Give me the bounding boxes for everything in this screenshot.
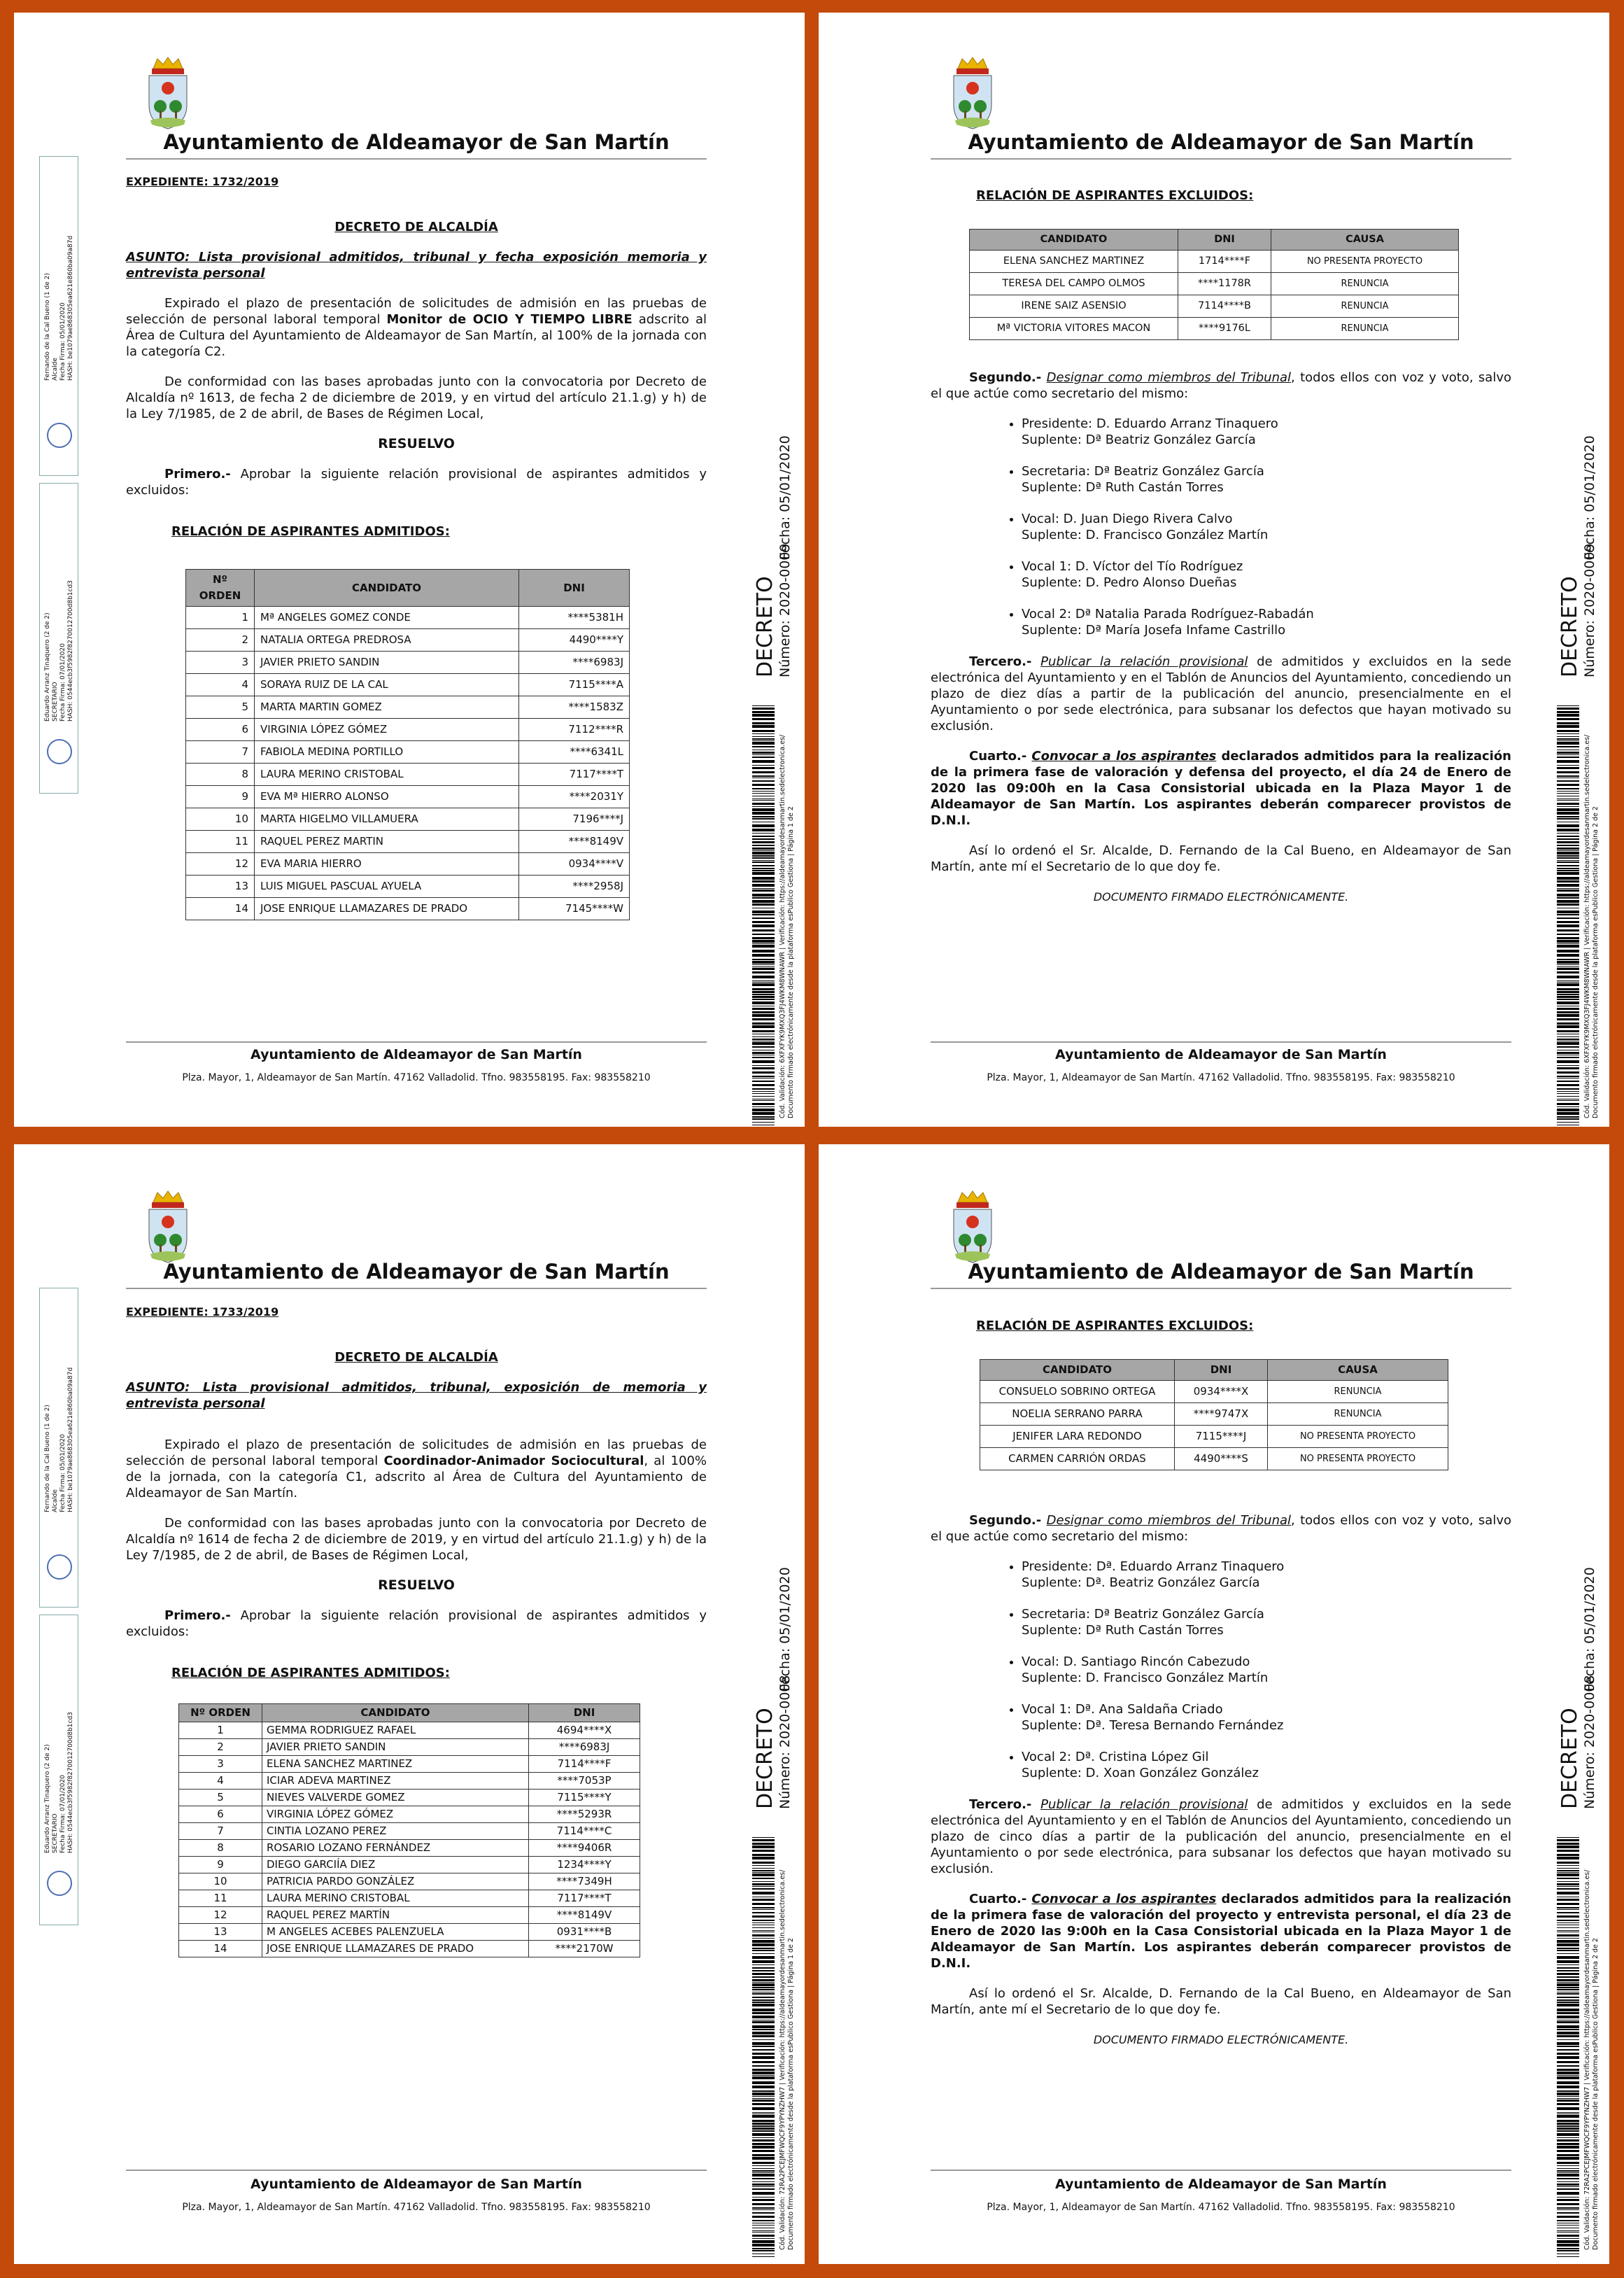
row-candidato: NOELIA SERRANO PARRA	[980, 1403, 1175, 1426]
table-row	[179, 1924, 640, 1941]
stamp-numero: Número: 2020-0008	[1582, 1675, 1597, 1809]
resuelvo-heading: RESUELVO	[378, 1577, 455, 1593]
footer-address: Plza. Mayor, 1, Aldeamayor de San Martín. 47162 Valladolid. Tfno. 983558195. Fax: 983558210	[987, 1072, 1455, 1083]
row-dni: 7114****B	[1178, 295, 1271, 318]
paragraph-conformidad: De conformidad con las bases aprobadas junto con la convocatoria por Decreto de Alcaldía nº 1614 de fecha 2 de diciembre de 2019, y en virtud del artículo 21.1.g) y h) de la Ley 7/1985, de 2 de abril, de Bases de Régimen Local,	[126, 1516, 707, 1563]
table-row	[179, 1739, 640, 1756]
row-orden: 8	[179, 1840, 262, 1857]
row-orden: 2	[186, 629, 255, 652]
table-row	[186, 808, 630, 831]
municipality-title: Ayuntamiento de Aldeamayor de San Martín	[968, 130, 1474, 154]
table-row	[970, 295, 1459, 318]
tribunal-member: • Vocal: D. Juan Diego Rivera Calvo Suplente: D. Francisco González Martín	[1022, 511, 1511, 543]
row-dni: ****7053P	[529, 1773, 640, 1790]
row-orden: 9	[179, 1857, 262, 1873]
paragraph-primero: Primero.- Aprobar la siguiente relación provisional de aspirantes admitidos y excluidos:	[126, 1608, 707, 1639]
row-candidato: SORAYA RUIZ DE LA CAL	[255, 674, 519, 696]
table-row	[179, 1823, 640, 1840]
coat-of-arms-icon	[143, 1190, 192, 1265]
footer-divider	[126, 1041, 707, 1043]
decree-body	[931, 188, 1511, 919]
municipality-title: Ayuntamiento de Aldeamayor de San Martín	[163, 130, 670, 154]
row-dni: ****6341L	[519, 741, 630, 764]
admitidos-rows	[186, 607, 630, 920]
tribunal-list	[931, 1559, 1511, 1781]
table-row	[179, 1907, 640, 1924]
table-row	[970, 251, 1459, 273]
seal-icon	[47, 1871, 72, 1896]
signature-box-2	[39, 483, 78, 794]
resuelvo-heading: RESUELVO	[378, 436, 455, 451]
barcode-icon	[1557, 1837, 1579, 2257]
admitidos-heading: RELACIÓN DE ASPIRANTES ADMITIDOS:	[171, 1666, 450, 1680]
row-candidato: CINTIA LOZANO PEREZ	[262, 1823, 529, 1840]
col-orden: Nº ORDEN	[179, 1704, 262, 1722]
table-row	[980, 1426, 1448, 1448]
tribunal-member: • Vocal 1: D. Víctor del Tío Rodríguez Suplente: D. Pedro Alonso Dueñas	[1022, 558, 1511, 591]
excluidos-rows	[980, 1381, 1448, 1470]
row-candidato: JAVIER PRIETO SANDIN	[255, 652, 519, 674]
row-dni: ****1583Z	[519, 696, 630, 719]
seal-icon	[47, 423, 72, 448]
stamp-fecha: Fecha: 05/01/2020	[777, 1567, 793, 1692]
row-dni: ****5381H	[519, 607, 630, 629]
row-dni: 7114****F	[529, 1756, 640, 1773]
row-dni: ****9176L	[1178, 318, 1271, 340]
row-dni: 7114****C	[529, 1823, 640, 1840]
row-candidato: CONSUELO SOBRINO ORTEGA	[980, 1381, 1175, 1403]
table-row	[186, 741, 630, 764]
row-dni: 0931****B	[529, 1924, 640, 1941]
decree-heading: DECRETO DE ALCALDÍA	[334, 220, 498, 234]
tribunal-member: • Vocal 2: Dª. Cristina López Gil Suplente: D. Xoan González González	[1022, 1749, 1511, 1781]
row-orden: 11	[179, 1890, 262, 1907]
row-orden: 1	[179, 1722, 262, 1739]
row-candidato: VIRGINIA LÓPEZ GÓMEZ	[262, 1806, 529, 1823]
row-dni: 7145****W	[519, 898, 630, 920]
row-orden: 5	[179, 1790, 262, 1806]
row-candidato: MARTA MARTIN GOMEZ	[255, 696, 519, 719]
paragraph-expirado: Expirado el plazo de presentación de solicitudes de admisión en las pruebas de selección de personal laboral temporal Monitor de OCIO Y TIEMPO LIBRE adscrito al Área de Cultura del Ayuntamiento de Aldeamayor de San Martín, al 100% de la jornada con la categoría C2.	[126, 296, 707, 359]
row-orden: 3	[179, 1756, 262, 1773]
coat-of-arms-icon	[143, 56, 192, 132]
col-dni: DNI	[529, 1704, 640, 1722]
row-candidato: VIRGINIA LÓPEZ GÓMEZ	[255, 719, 519, 741]
row-causa: NO PRESENTA PROYECTO	[1271, 251, 1459, 273]
stamp-validation: Cód. Validación: 72RA2PCEJMFWQCF9YPYNZHW7 | Verificación: https://aldeamayordesanmartin.sedelectronica.es/ Documento firmado electrónicamente desde la plataforma esPublico Gestiona | Página 2 de 2	[1583, 1869, 1600, 2250]
table-row	[179, 1873, 640, 1890]
row-causa: RENUNCIA	[1271, 295, 1459, 318]
row-orden: 7	[186, 741, 255, 764]
col-candidato: CANDIDATO	[980, 1360, 1175, 1381]
table-row	[186, 607, 630, 629]
table-row	[179, 1806, 640, 1823]
signature-text-2: Eduardo Arranz Tinaquero (2 de 2) SECRETARIO Fecha Firma: 07/01/2020 HASH: 0544ecb3f5982f8270012700d8b1cd3	[44, 580, 74, 722]
row-orden: 10	[179, 1873, 262, 1890]
table-row	[186, 696, 630, 719]
coat-of-arms-icon	[948, 56, 997, 132]
row-dni: 4490****S	[1175, 1448, 1268, 1470]
row-causa: RENUNCIA	[1271, 273, 1459, 295]
row-orden: 7	[179, 1823, 262, 1840]
row-candidato: RAQUEL PEREZ MARTÍN	[262, 1907, 529, 1924]
row-dni: ****9406R	[529, 1840, 640, 1857]
row-candidato: IRENE SAIZ ASENSIO	[970, 295, 1178, 318]
signature-box-1	[39, 156, 78, 476]
admitidos-rows	[179, 1722, 640, 1957]
col-causa: CAUSA	[1268, 1360, 1448, 1381]
row-candidato: NIEVES VALVERDE GOMEZ	[262, 1790, 529, 1806]
row-orden: 14	[179, 1941, 262, 1957]
row-dni: 0934****X	[1175, 1381, 1268, 1403]
row-causa: NO PRESENTA PROYECTO	[1268, 1448, 1448, 1470]
table-row	[970, 318, 1459, 340]
page-3	[14, 1144, 805, 2264]
row-dni: 7115****A	[519, 674, 630, 696]
row-candidato: EVA MARIA HIERRO	[255, 853, 519, 876]
barcode-icon	[752, 1837, 775, 2257]
footer-divider	[931, 1041, 1511, 1043]
row-orden: 6	[186, 719, 255, 741]
table-row	[186, 764, 630, 786]
table-row	[970, 273, 1459, 295]
table-row	[186, 898, 630, 920]
row-candidato: ELENA SANCHEZ MARTINEZ	[970, 251, 1178, 273]
row-candidato: CARMEN CARRIÓN ORDAS	[980, 1448, 1175, 1470]
tribunal-member: • Secretaria: Dª Beatriz González García Suplente: Dª Ruth Castán Torres	[1022, 1606, 1511, 1638]
signed-note: DOCUMENTO FIRMADO ELECTRÓNICAMENTE.	[1093, 2033, 1349, 2046]
row-candidato: M ANGELES ACEBES PALENZUELA	[262, 1924, 529, 1941]
stamp-numero: Número: 2020-0009	[1582, 543, 1597, 677]
header-divider	[126, 1288, 707, 1289]
paragraph-tercero: Tercero.- Publicar la relación provisional de admitidos y excluidos en la sede electrónica del Ayuntamiento y en el Tablón de Anuncios del Ayuntamiento, concediendo un plazo de cinco días a partir de la publicación del anuncio, presencialmente en el Ayuntamiento o por sede electrónica, para subsanar los defectos que hayan motivado su exclusión.	[931, 1797, 1511, 1876]
decree-body	[931, 1318, 1511, 2062]
row-orden: 9	[186, 786, 255, 808]
stamp-validation: Cód. Validación: 6XFXFYK9MXQ3FJ4WKM8WNAWR | Verificación: https://aldeamayordesanmartin.sedelectronica.es/ Documento firmado electrónicamente desde la plataforma esPublico Gestiona | Página 1 de 2	[779, 734, 795, 1118]
row-candidato: FABIOLA MEDINA PORTILLO	[255, 741, 519, 764]
footer-divider	[931, 2170, 1511, 2171]
paragraph-closing: Así lo ordenó el Sr. Alcalde, D. Fernando de la Cal Bueno, en Aldeamayor de San Martín, ante mí el Secretario de lo que doy fe.	[931, 1986, 1511, 2017]
stamp-fecha: Fecha: 05/01/2020	[777, 435, 793, 560]
row-dni: ****2031Y	[519, 786, 630, 808]
tribunal-list	[931, 416, 1511, 638]
decree-body	[126, 1304, 707, 1957]
row-causa: NO PRESENTA PROYECTO	[1268, 1426, 1448, 1448]
stamp-numero: Número: 2020-0009	[777, 543, 793, 677]
row-dni: ****7349H	[529, 1873, 640, 1890]
row-dni: 1714****F	[1178, 251, 1271, 273]
paragraph-conformidad: De conformidad con las bases aprobadas junto con la convocatoria por Decreto de Alcaldía nº 1613, de fecha 2 de diciembre de 2019, y en virtud del artículo 21.1.g) y h) de la Ley 7/1985, de 2 de abril, de Bases de Régimen Local,	[126, 374, 707, 421]
row-candidato: GEMMA RODRIGUEZ RAFAEL	[262, 1722, 529, 1739]
decree-stamp	[752, 435, 801, 1127]
header-divider	[126, 158, 707, 160]
stamp-numero: Número: 2020-0008	[777, 1675, 793, 1809]
admitidos-table	[178, 1703, 640, 1957]
signed-note: DOCUMENTO FIRMADO ELECTRÓNICAMENTE.	[1093, 890, 1349, 904]
row-orden: 8	[186, 764, 255, 786]
row-orden: 6	[179, 1806, 262, 1823]
row-dni: 7115****J	[1175, 1426, 1268, 1448]
footer-address: Plza. Mayor, 1, Aldeamayor de San Martín. 47162 Valladolid. Tfno. 983558195. Fax: 983558210	[182, 2202, 651, 2213]
row-dni: ****6983J	[529, 1739, 640, 1756]
excluidos-heading: RELACIÓN DE ASPIRANTES EXCLUIDOS:	[976, 1319, 1254, 1333]
footer-title: Ayuntamiento de Aldeamayor de San Martín	[1055, 2177, 1387, 2192]
paragraph-cuarto: Cuarto.- Convocar a los aspirantes declarados admitidos para la realización de la primera fase de valoración y defensa del proyecto, el día 24 de Enero de 2020 las 09:00h en la Casa Consistorial ubicada en la Plaza Mayor 1 de Aldeamayor de San Martín. Los aspirantes deberán comparecer provistos de D.N.I.	[931, 749, 1511, 828]
row-orden: 13	[186, 876, 255, 898]
row-orden: 10	[186, 808, 255, 831]
paragraph-segundo: Segundo.- Designar como miembros del Tribunal, todos ellos con voz y voto, salvo el que actúe como secretario del mismo:	[931, 370, 1511, 401]
table-row	[179, 1722, 640, 1739]
paragraph-segundo: Segundo.- Designar como miembros del Tribunal, todos ellos con voz y voto, salvo el que actúe como secretario del mismo:	[931, 1513, 1511, 1544]
tribunal-member: • Vocal: D. Santiago Rincón Cabezudo Suplente: D. Francisco González Martín	[1022, 1654, 1511, 1686]
tribunal-member: • Vocal 1: Dª. Ana Saldaña Criado Suplente: Dª. Teresa Bernando Fernández	[1022, 1701, 1511, 1734]
footer-address: Plza. Mayor, 1, Aldeamayor de San Martín. 47162 Valladolid. Tfno. 983558195. Fax: 983558210	[182, 1072, 651, 1083]
row-dni: ****8149V	[529, 1907, 640, 1924]
row-orden: 12	[186, 853, 255, 876]
table-row	[179, 1773, 640, 1790]
row-dni: 1234****Y	[529, 1857, 640, 1873]
paragraph-tercero: Tercero.- Publicar la relación provisional de admitidos y excluidos en la sede electrónica del Ayuntamiento y en el Tablón de Anuncios del Ayuntamiento, concediendo un plazo de diez días a partir de la publicación del anuncio, presencialmente en el Ayuntamiento o por sede electrónica, para subsanar los defectos que hayan motivado su exclusión.	[931, 654, 1511, 733]
decree-stamp	[752, 1567, 801, 2264]
tribunal-member: • Vocal 2: Dª Natalia Parada Rodríguez-Rabadán Suplente: Dª María Josefa Infame Castrillo	[1022, 606, 1511, 638]
paragraph-primero: Primero.- Aprobar la siguiente relación provisional de aspirantes admitidos y excluidos:	[126, 467, 707, 498]
table-row	[179, 1840, 640, 1857]
row-dni: 7196****J	[519, 808, 630, 831]
row-orden: 4	[179, 1773, 262, 1790]
tribunal-member: • Presidente: Dª. Eduardo Arranz Tinaquero Suplente: Dª. Beatriz González García	[1022, 1559, 1511, 1591]
row-dni: ****5293R	[529, 1806, 640, 1823]
admitidos-heading: RELACIÓN DE ASPIRANTES ADMITIDOS:	[171, 524, 450, 539]
stamp-decreto: DECRETO	[1558, 576, 1582, 677]
excluidos-heading: RELACIÓN DE ASPIRANTES EXCLUIDOS:	[976, 188, 1254, 203]
tribunal-member: • Presidente: D. Eduardo Arranz Tinaquero Suplente: Dª Beatriz González García	[1022, 416, 1511, 448]
row-candidato: MARTA HIGELMO VILLAMUERA	[255, 808, 519, 831]
decree-heading: DECRETO DE ALCALDÍA	[334, 1350, 498, 1365]
asunto: ASUNTO: Lista provisional admitidos, tribunal, exposición de memoria y entrevista personal	[126, 1380, 707, 1411]
expediente-number: EXPEDIENTE: 1733/2019	[126, 1305, 279, 1319]
row-dni: ****1178R	[1178, 273, 1271, 295]
table-row	[186, 629, 630, 652]
row-candidato: ICIAR ADEVA MARTINEZ	[262, 1773, 529, 1790]
page-1	[14, 13, 805, 1127]
row-candidato: ELENA SANCHEZ MARTINEZ	[262, 1756, 529, 1773]
table-row	[186, 853, 630, 876]
signature-text-1: Fernando de la Cal Bueno (1 de 2) Alcalde Fecha Firma: 05/01/2020 HASH: be1079ae868305ea621e860ba09a87d	[44, 1367, 74, 1512]
row-dni: 4490****Y	[519, 629, 630, 652]
row-dni: ****2170W	[529, 1941, 640, 1957]
barcode-icon	[752, 705, 775, 1125]
col-dni: DNI	[1178, 230, 1271, 251]
row-orden: 3	[186, 652, 255, 674]
row-candidato: JOSE ENRIQUE LLAMAZARES DE PRADO	[262, 1941, 529, 1957]
stamp-validation: Cód. Validación: 72RA2PCEJMFWQCF9YPYNZHW7 | Verificación: https://aldeamayordesanmartin.sedelectronica.es/ Documento firmado electrónicamente desde la plataforma esPublico Gestiona | Página 1 de 2	[779, 1869, 795, 2250]
stamp-fecha: Fecha: 05/01/2020	[1582, 1567, 1597, 1692]
table-row	[179, 1756, 640, 1773]
row-dni: 7115****Y	[529, 1790, 640, 1806]
row-candidato: ROSARIO LOZANO FERNÁNDEZ	[262, 1840, 529, 1857]
page-2	[819, 13, 1609, 1127]
page-4	[819, 1144, 1609, 2264]
header-divider	[931, 158, 1511, 160]
row-orden: 1	[186, 607, 255, 629]
row-candidato: LAURA MERINO CRISTOBAL	[262, 1890, 529, 1907]
row-dni: 7117****T	[519, 764, 630, 786]
col-dni: DNI	[519, 570, 630, 607]
seal-icon	[47, 1554, 72, 1580]
stamp-decreto: DECRETO	[1558, 1708, 1582, 1809]
table-row	[179, 1857, 640, 1873]
row-orden: 5	[186, 696, 255, 719]
footer-title: Ayuntamiento de Aldeamayor de San Martín	[250, 2177, 582, 2192]
row-dni: 7117****T	[529, 1890, 640, 1907]
asunto: ASUNTO: Lista provisional admitidos, tribunal y fecha exposición memoria y entrevista personal	[126, 250, 707, 281]
row-dni: 4694****X	[529, 1722, 640, 1739]
footer-address: Plza. Mayor, 1, Aldeamayor de San Martín. 47162 Valladolid. Tfno. 983558195. Fax: 983558210	[987, 2202, 1455, 2213]
row-candidato: Mª VICTORIA VITORES MACON	[970, 318, 1178, 340]
header-divider	[931, 1288, 1511, 1289]
municipality-title: Ayuntamiento de Aldeamayor de San Martín	[968, 1260, 1474, 1284]
table-row	[186, 719, 630, 741]
col-candidato: CANDIDATO	[262, 1704, 529, 1722]
table-row	[179, 1790, 640, 1806]
row-dni: 0934****V	[519, 853, 630, 876]
stamp-decreto: DECRETO	[753, 576, 777, 677]
stamp-fecha: Fecha: 05/01/2020	[1582, 435, 1597, 560]
seal-icon	[47, 739, 72, 764]
expediente-number: EXPEDIENTE: 1732/2019	[126, 175, 279, 188]
row-candidato: EVA Mª HIERRO ALONSO	[255, 786, 519, 808]
row-candidato: JAVIER PRIETO SANDIN	[262, 1739, 529, 1756]
row-candidato: JOSE ENRIQUE LLAMAZARES DE PRADO	[255, 898, 519, 920]
row-orden: 13	[179, 1924, 262, 1941]
row-candidato: NATALIA ORTEGA PREDROSA	[255, 629, 519, 652]
admitidos-table	[185, 569, 630, 920]
footer-title: Ayuntamiento de Aldeamayor de San Martín	[1055, 1047, 1387, 1062]
row-causa: RENUNCIA	[1271, 318, 1459, 340]
row-dni: ****9747X	[1175, 1403, 1268, 1426]
table-row	[980, 1448, 1448, 1470]
row-orden: 14	[186, 898, 255, 920]
stamp-validation: Cód. Validación: 6XFXFYK9MXQ3FJ4WKM8WNAWR | Verificación: https://aldeamayordesanmartin.sedelectronica.es/ Documento firmado electrónicamente desde la plataforma esPublico Gestiona | Página 2 de 2	[1583, 734, 1600, 1118]
col-dni: DNI	[1175, 1360, 1268, 1381]
col-causa: CAUSA	[1271, 230, 1459, 251]
municipality-title: Ayuntamiento de Aldeamayor de San Martín	[163, 1260, 670, 1284]
table-row	[186, 831, 630, 853]
row-candidato: JENIFER LARA REDONDO	[980, 1426, 1175, 1448]
row-candidato: LUIS MIGUEL PASCUAL AYUELA	[255, 876, 519, 898]
footer-divider	[126, 2170, 707, 2171]
table-row	[980, 1403, 1448, 1426]
row-dni: ****2958J	[519, 876, 630, 898]
row-orden: 4	[186, 674, 255, 696]
excluidos-rows	[970, 251, 1459, 340]
row-candidato: PATRICIA PARDO GONZÁLEZ	[262, 1873, 529, 1890]
row-candidato: DIEGO GARCIÍA DIEZ	[262, 1857, 529, 1873]
signature-box-2	[39, 1615, 78, 1925]
signature-text-2: Eduardo Arranz Tinaquero (2 de 2) SECRETARIO Fecha Firma: 07/01/2020 HASH: 0544ecb3f5982f8270012700d8b1cd3	[44, 1712, 74, 1853]
col-orden: Nº ORDEN	[186, 570, 255, 607]
col-candidato: CANDIDATO	[970, 230, 1178, 251]
row-dni: 7112****R	[519, 719, 630, 741]
paragraph-expirado: Expirado el plazo de presentación de solicitudes de admisión en las pruebas de selección de personal laboral temporal Coordinador-Animador Sociocultural, al 100% de la jornada, con la categoría C1, adscrito al Área de Cultura del Ayuntamiento de Aldeamayor de San Martín.	[126, 1437, 707, 1500]
table-row	[186, 786, 630, 808]
paragraph-cuarto: Cuarto.- Convocar a los aspirantes declarados admitidos para la realización de la primera fase de valoración del proyecto y entrevista personal, el día 23 de Enero de 2020 las 9:00h en la Casa Consistorial ubicada en la Plaza Mayor 1 de Aldeamayor de San Martín. Los aspirantes deberán comparecer provistos de D.N.I.	[931, 1892, 1511, 1971]
decree-stamp	[1557, 1567, 1606, 2264]
stamp-decreto: DECRETO	[753, 1708, 777, 1809]
table-row	[186, 876, 630, 898]
row-causa: RENUNCIA	[1268, 1381, 1448, 1403]
tribunal-member: • Secretaria: Dª Beatriz González García Suplente: Dª Ruth Castán Torres	[1022, 463, 1511, 495]
signature-box-1	[39, 1288, 78, 1608]
signature-text-1: Fernando de la Cal Bueno (1 de 2) Alcalde Fecha Firma: 05/01/2020 HASH: be1079ae868305ea621e860ba09a87d	[44, 235, 74, 381]
decree-stamp	[1557, 435, 1606, 1127]
paragraph-closing: Así lo ordenó el Sr. Alcalde, D. Fernando de la Cal Bueno, en Aldeamayor de San Martín, ante mí el Secretario de lo que doy fe.	[931, 843, 1511, 874]
table-row	[186, 674, 630, 696]
table-row	[179, 1890, 640, 1907]
row-dni: ****8149V	[519, 831, 630, 853]
table-row	[179, 1941, 640, 1957]
decree-body	[126, 174, 707, 920]
table-row	[186, 652, 630, 674]
row-candidato: LAURA MERINO CRISTOBAL	[255, 764, 519, 786]
row-orden: 2	[179, 1739, 262, 1756]
row-causa: RENUNCIA	[1268, 1403, 1448, 1426]
barcode-icon	[1557, 705, 1579, 1125]
excluidos-table	[980, 1359, 1448, 1470]
table-row	[980, 1381, 1448, 1403]
row-candidato: RAQUEL PEREZ MARTIN	[255, 831, 519, 853]
coat-of-arms-icon	[948, 1190, 997, 1265]
col-candidato: CANDIDATO	[255, 570, 519, 607]
row-orden: 11	[186, 831, 255, 853]
excluidos-table	[969, 229, 1459, 340]
row-orden: 12	[179, 1907, 262, 1924]
row-candidato: Mª ANGELES GOMEZ CONDE	[255, 607, 519, 629]
footer-title: Ayuntamiento de Aldeamayor de San Martín	[250, 1047, 582, 1062]
row-candidato: TERESA DEL CAMPO OLMOS	[970, 273, 1178, 295]
row-dni: ****6983J	[519, 652, 630, 674]
